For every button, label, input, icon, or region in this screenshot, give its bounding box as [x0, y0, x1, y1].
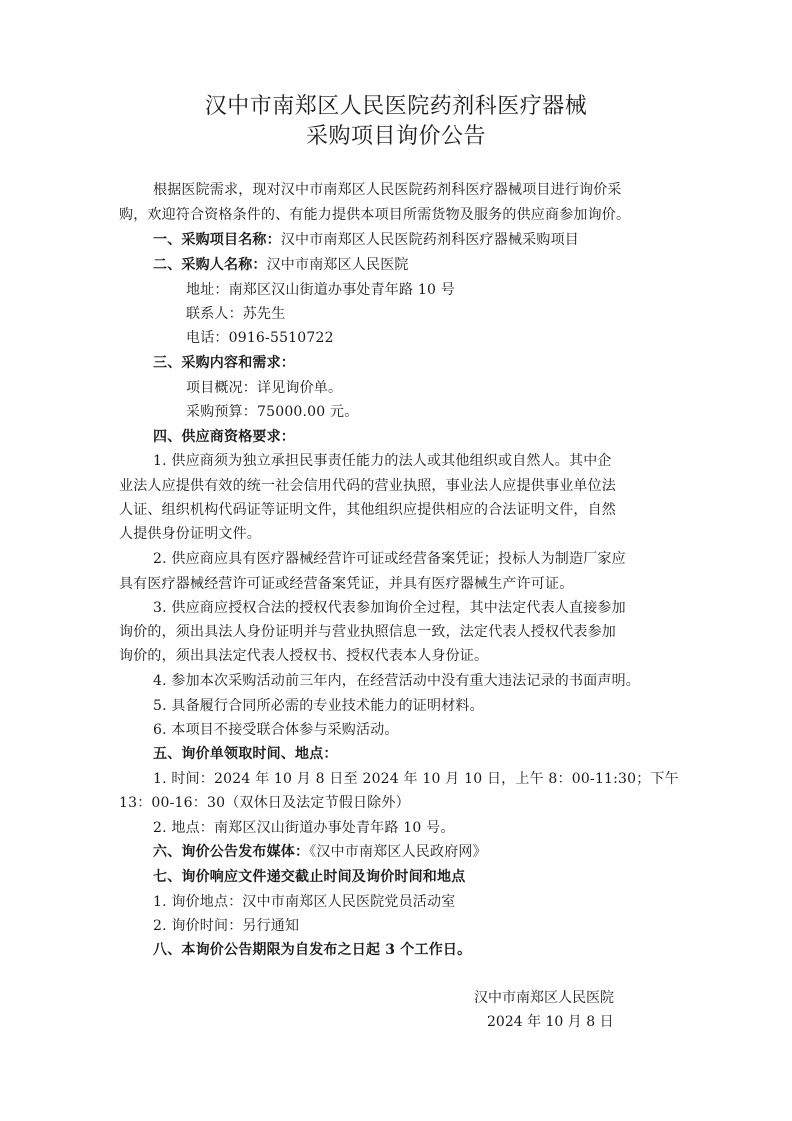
- document-title-line2: 采购项目询价公告: [305, 124, 486, 149]
- document-title-line1: 汉中市南郑区人民医院药剂科医疗器械: [204, 94, 588, 119]
- intro-line2: 购，欢迎符合资格条件的、有能力提供本项目所需货物及服务的供应商参加询价。: [119, 207, 631, 223]
- signature-org: 汉中市南郑区人民医院: [474, 990, 614, 1006]
- purchaser-phone: 电话：0916-5510722: [186, 330, 334, 346]
- section2-value: 汉中市南郑区人民医院: [266, 257, 409, 273]
- requirement1-line1: 1. 供应商须为独立承担民事责任能力的法人或其他组织或自然人。其中企: [153, 453, 612, 469]
- section2-label: 二、采购人名称：: [153, 257, 267, 273]
- requirement3-line2: 询价的，须出具法人身份证明并与营业执照信息一致，法定代表人授权代表参加: [119, 624, 616, 640]
- section6: [153, 842, 487, 862]
- inquiry-time: 2. 询价时间：另行通知: [153, 918, 300, 934]
- pickup-place: 2. 地点：南郑区汉山街道办事处青年路 10 号。: [153, 820, 455, 836]
- requirement4: 4. 参加本次采购活动前三年内，在经营活动中没有重大违法记录的书面声明。: [153, 673, 641, 689]
- signature-date: 2024 年 10 月 8 日: [487, 1014, 614, 1030]
- section1-label: 一、采购项目名称：: [153, 232, 281, 248]
- requirement3-line3: 询价的，须出具法定代表人授权书、授权代表本人身份证。: [119, 648, 489, 664]
- pickup-time-line2: 13：00-16：30（双休日及法定节假日除外）: [119, 795, 410, 811]
- section8: [153, 940, 471, 960]
- requirement3-line1: 3. 供应商应授权合法的授权代表参加询价全过程，其中法定代表人直接参加: [153, 600, 626, 616]
- section5-label: 五、询价单领取时间、地点：: [153, 746, 338, 762]
- section1-value: 汉中市南郑区人民医院药剂科医疗器械采购项目: [280, 232, 580, 248]
- requirement2-line2: 具有医疗器械经营许可证或经营备案凭证，并具有医疗器械生产许可证。: [119, 576, 574, 592]
- section2: [153, 255, 409, 275]
- pickup-time-line1: 1. 时间：2024 年 10 月 8 日至 2024 年 10 月 10 日，上午 8：00-11:30；下午: [153, 771, 679, 787]
- section7-label: 七、询价响应文件递交截止时间及询价时间和地点: [153, 869, 466, 885]
- requirement6: 6. 本项目不接受联合体参与采购活动。: [153, 722, 399, 738]
- section7: [153, 867, 465, 887]
- project-overview: 项目概况：详见询价单。: [186, 380, 343, 396]
- section6-label: 六、询价公告发布媒体：: [153, 844, 310, 860]
- section8-label: 八、本询价公告期限为自发布之日起 3 个工作日。: [153, 942, 472, 958]
- requirement1-line4: 人提供身份证明文件。: [119, 526, 261, 542]
- section3-label: 三、采购内容和需求：: [153, 355, 295, 371]
- purchaser-address: 地址：南郑区汉山街道办事处青年路 10 号: [186, 282, 455, 298]
- requirement5: 5. 具备履行合同所必需的专业技术能力的证明材料。: [153, 698, 484, 714]
- project-budget: 采购预算：75000.00 元。: [186, 404, 359, 420]
- section3: [153, 353, 295, 373]
- section1: [153, 230, 579, 250]
- section5: [153, 744, 338, 764]
- section4-label: 四、供应商资格要求：: [153, 429, 295, 445]
- intro-line1: 根据医院需求，现对汉中市南郑区人民医院药剂科医疗器械项目进行询价采: [153, 182, 622, 198]
- section4: [153, 427, 295, 447]
- purchaser-contact: 联系人：苏先生: [186, 306, 286, 322]
- requirement1-line3: 人证、组织机构代码证等证明文件，其他组织应提供相应的合法证明文件，自然: [119, 502, 616, 518]
- requirement2-line1: 2. 供应商应具有医疗器械经营许可证或经营备案凭证；投标人为制造厂家应: [153, 551, 626, 567]
- requirement1-line2: 业法人应提供有效的统一社会信用代码的营业执照，事业法人应提供事业单位法: [119, 478, 616, 494]
- section6-value: 《汉中市南郑区人民政府网》: [309, 844, 487, 860]
- inquiry-place: 1. 询价地点：汉中市南郑区人民医院党员活动室: [153, 894, 456, 910]
